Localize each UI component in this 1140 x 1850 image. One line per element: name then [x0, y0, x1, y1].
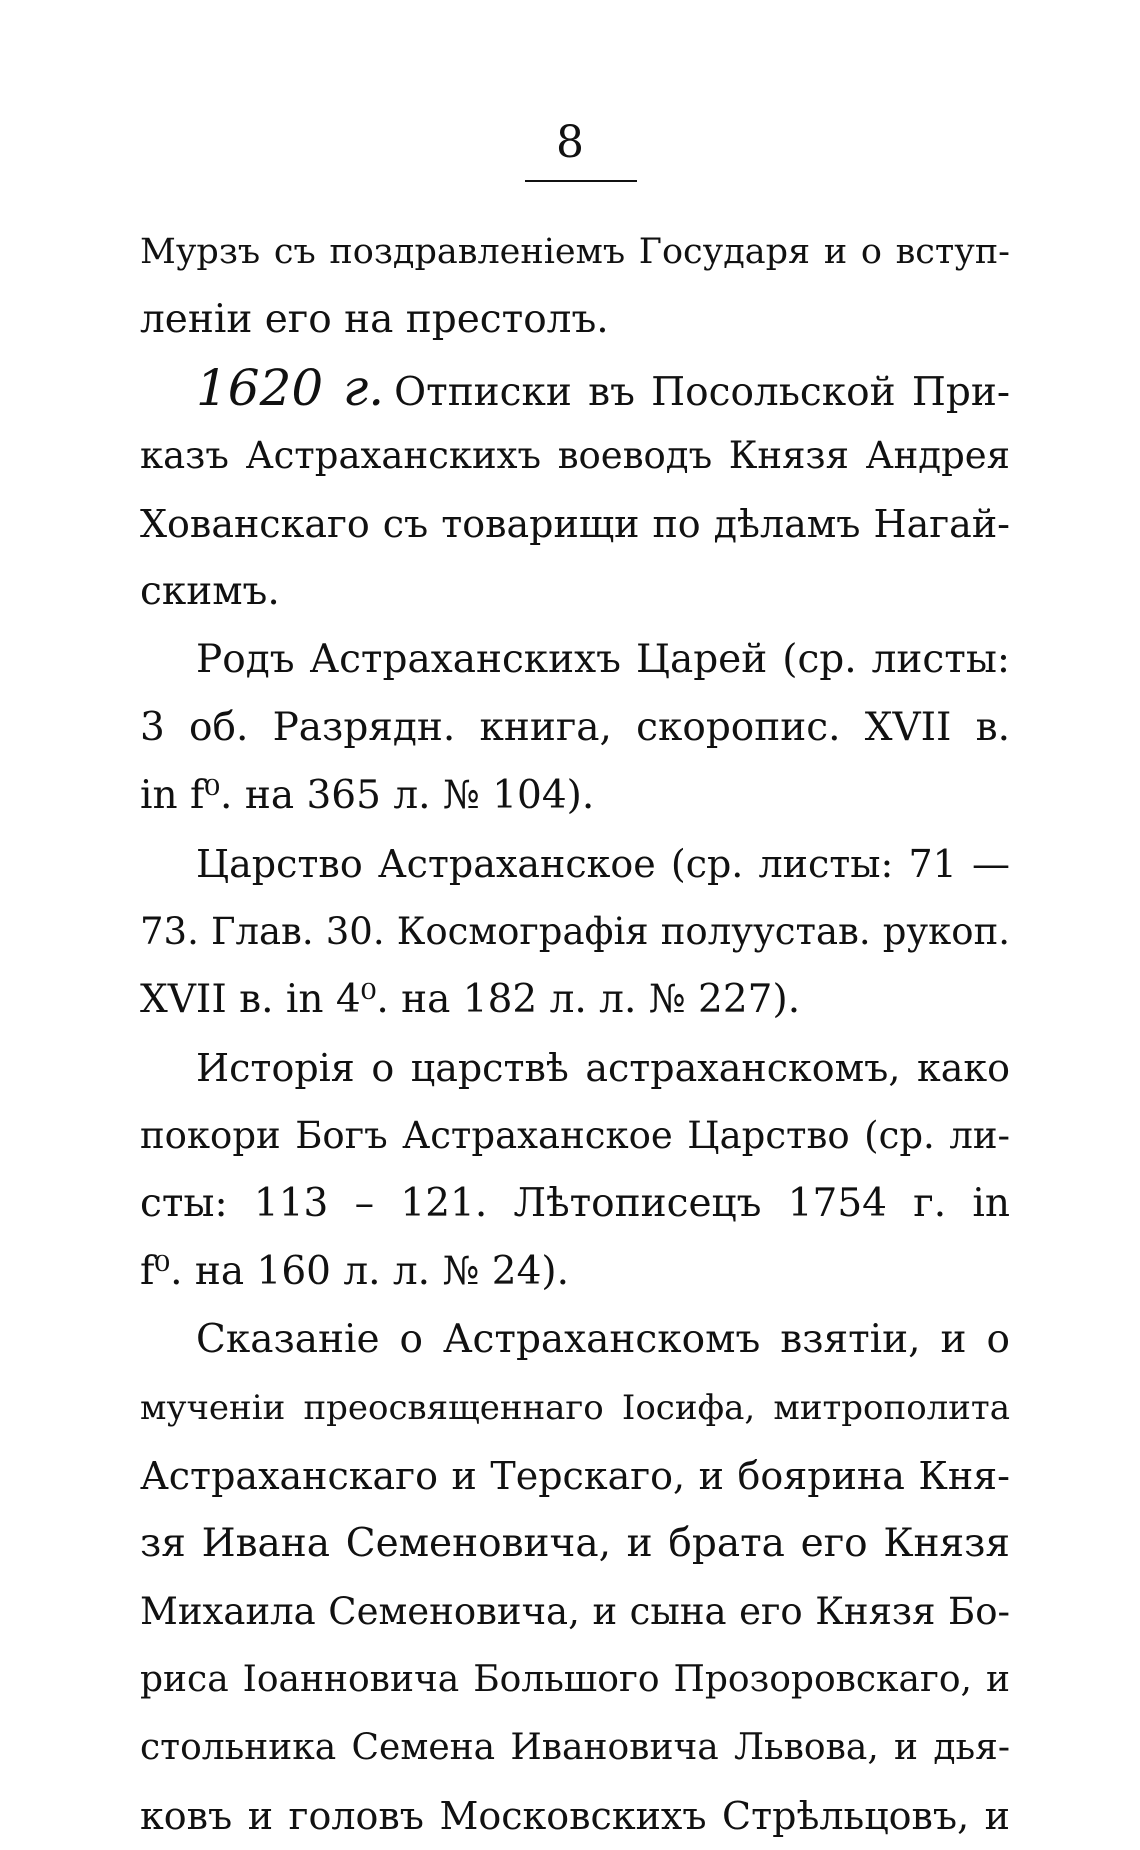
- text-line: 3 об. Разрядн. книга, скоропис. XVII в.: [140, 705, 1010, 750]
- text-line-entry-1620: [140, 354, 1010, 422]
- text-line: покори Богъ Астраханское Царство (ср. ли-: [140, 1114, 1010, 1157]
- text-line: f⁰. на 160 л. л. № 24).: [140, 1249, 570, 1294]
- text-line: Астраханскаго и Терскаго, и боярина Кня-: [140, 1454, 1010, 1498]
- text-line: леніи его на престолъ.: [140, 297, 609, 342]
- text-line: риса Іоанновича Большого Прозоровскаго, и: [140, 1659, 1010, 1700]
- text-line: Михаила Семеновича, и сына его Князя Бо-: [140, 1590, 1010, 1633]
- year-label: 1620 г.: [196, 359, 385, 417]
- text-line: Отписки въ Посольской При-: [394, 370, 1010, 415]
- text-line: 73. Глав. 30. Космографія полуустав. рукоп.: [140, 910, 1010, 953]
- text-line: зя Ивана Семеновича, и брата его Князя: [140, 1521, 1010, 1566]
- text-line: сты: 113 – 121. Лѣтописецъ 1754 г. in: [140, 1181, 1010, 1226]
- text-line: in f⁰. на 365 л. № 104).: [140, 773, 595, 818]
- text-line: Царство Астраханское (ср. листы: 71 —: [196, 842, 1010, 886]
- text-line: Хованскаго съ товарищи по дѣламъ Нагай-: [140, 502, 1010, 546]
- text-line: XVII в. in 4⁰. на 182 л. л. № 227).: [140, 977, 801, 1022]
- page-number: 8: [556, 117, 584, 168]
- text-line: скимъ.: [140, 569, 280, 614]
- text-line: Родъ Астраханскихъ Царей (ср. листы:: [196, 637, 1010, 682]
- text-line: Исторія о царствѣ астраханскомъ, како: [196, 1046, 1010, 1090]
- text-line: мученіи преосвященнаго Іосифа, митрополита: [140, 1388, 1010, 1428]
- text-line: стольника Семена Ивановича Львова, и дья-: [140, 1727, 1010, 1768]
- body-text: [140, 218, 1010, 1850]
- text-line: Мурзъ съ поздравленіемъ Государя и о вступ-: [140, 232, 1010, 272]
- text-line: Сказаніе о Астраханскомъ взятіи, и о: [196, 1317, 1010, 1362]
- text-line: ковъ и головъ Московскихъ Стрѣльцовъ, и: [140, 1794, 1010, 1838]
- header-rule: [525, 180, 637, 182]
- text-line: казъ Астраханскихъ воеводъ Князя Андрея: [140, 434, 1010, 477]
